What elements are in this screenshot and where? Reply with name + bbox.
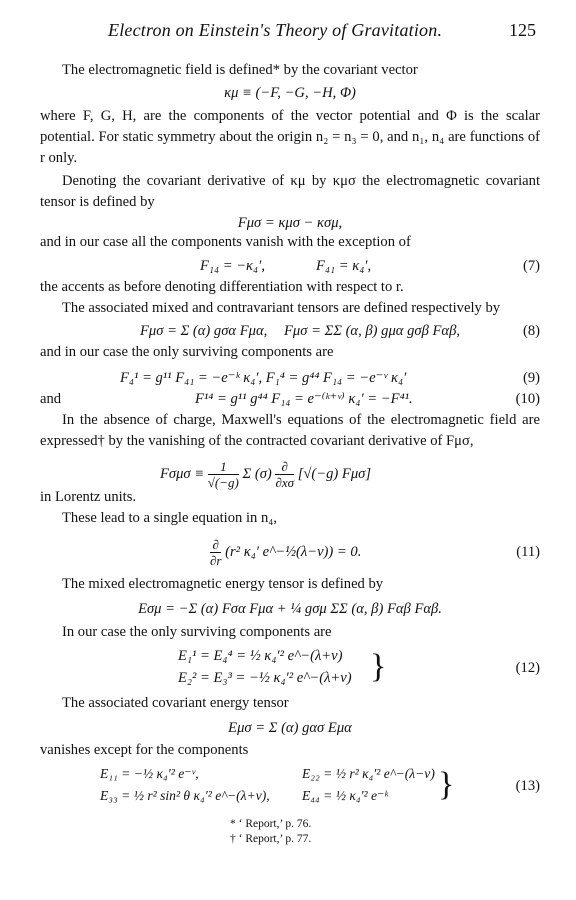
derivative-denominator: ∂xσ: [275, 475, 295, 491]
fraction-denominator: √(−g): [207, 475, 239, 491]
paragraph-potentials: where F, G, H, are the components of the vector potential and Φ is the scalar potential. For static symmetry about the origin n₂ = n₃ = 0, and n₁, n₄ are functions of r only.: [40, 108, 540, 166]
equation-9-text: F₄¹ = g¹¹ F₄₁ = −e⁻ᵏ κ₄′, F₁⁴ = g⁴⁴ F₁₄ = −e⁻ᵛ κ₄′: [120, 370, 407, 386]
equation-7: [40, 256, 540, 276]
equation-11-derivative: [210, 537, 221, 568]
equation-text: Eμσ = Σ (α) gασ Eμα: [228, 720, 352, 736]
equation-text: Fμσ = κμσ − κσμ,: [237, 215, 343, 231]
paragraph-surviving-components: and in our case the only surviving components are: [40, 344, 334, 360]
paragraph-covariant-derivative: Denoting the covariant derivative of κμ by κμσ the electromagnetic covariant tensor is defined by: [40, 173, 540, 210]
equation-13-a1: E₁₁ = −½ κ₄′² e⁻ᵛ,: [100, 766, 199, 781]
equation-covariant-energy: [40, 718, 540, 738]
equation-11-body: (r² κ₄′ e^−½(λ−ν)) = 0.: [225, 544, 362, 560]
paragraph-mixed-tensors: The associated mixed and contravariant tensors are defined respectively by: [62, 300, 501, 316]
equation-13-b1: E₃₃ = ½ r² sin² θ κ₄′² e^−(λ+ν),: [100, 788, 270, 803]
equation-number: (8): [522, 323, 540, 339]
equation-12-line-a: E₁¹ = E₄⁴ = ½ κ₄′² e^−(λ+ν): [178, 648, 343, 664]
footnote-report-77: † ‘ Report,’ p. 77.: [230, 833, 312, 845]
equation-7-part-a: F₁₄ = −κ₄′,: [200, 258, 265, 274]
maxwell-derivative: [275, 459, 294, 490]
right-brace: }: [370, 648, 387, 685]
equation-text: Eσμ = −Σ (α) Fσα Fμα + ¼ gσμ ΣΣ (α, β) Fαβ Fαβ.: [138, 601, 442, 617]
equation-13-b2: E₄₄ = ½ κ₄′² e⁻ᵏ: [302, 788, 389, 803]
equation-7-part-b: F₄₁ = κ₄′,: [316, 258, 372, 274]
equation-energy-tensor: [40, 599, 540, 619]
derivative-numerator: ∂: [275, 459, 294, 475]
equation-number: (13): [515, 778, 540, 794]
equation-10-text: F¹⁴ = g¹¹ g⁴⁴ F₁₄ = e⁻⁽ᵏ⁺ᵛ⁾ κ₄′ = −F⁴¹.: [195, 391, 413, 407]
paragraph-components-vanish: and in our case all the components vanish with the exception of: [40, 234, 411, 250]
equation-10: [40, 389, 540, 409]
maxwell-rhs: [√(−g) Fμσ]: [297, 466, 372, 482]
paragraph-energy-components: In our case the only surviving components are: [62, 624, 332, 640]
equation-covariant-vector: [40, 83, 540, 103]
equation-13: [40, 764, 540, 808]
equation-number: (9): [522, 370, 540, 386]
equation-11: [40, 534, 540, 570]
footnote-report-76: * ‘ Report,’ p. 76.: [230, 818, 312, 830]
paragraph-maxwell: In the absence of charge, Maxwell's equations of the electromagnetic field are expressed† by the vanishing of the contracted covariant derivative of Fμσ,: [40, 412, 540, 449]
paragraph-lorentz-units: in Lorentz units.: [40, 489, 137, 505]
paragraph-covariant-energy: The associated covariant energy tensor: [62, 695, 289, 711]
paragraph-single-equation: These lead to a single equation in n₄,: [62, 510, 278, 526]
equation-number: (10): [515, 391, 540, 407]
equation-9: [40, 368, 540, 388]
equation-8-part-a: Fμσ = Σ (α) gσα Fμα,: [140, 323, 268, 339]
running-title: Electron on Einstein's Theory of Gravitation.: [108, 20, 443, 40]
right-brace: }: [438, 766, 455, 803]
derivative-numerator: ∂: [210, 537, 221, 553]
equation-number: (7): [522, 258, 540, 274]
paragraph-energy-tensor: The mixed electromagnetic energy tensor is defined by: [62, 576, 384, 592]
equation-10-and: and: [40, 391, 62, 407]
paragraph-vanishes-except: vanishes except for the components: [40, 742, 249, 758]
paragraph-field-definition: The electromagnetic field is defined* by the covariant vector: [62, 62, 418, 78]
equation-number: (12): [515, 660, 540, 676]
fraction-numerator: 1: [208, 459, 239, 475]
equation-8: [40, 321, 540, 341]
maxwell-sum: Σ (σ): [242, 466, 272, 482]
equation-8-part-b: Fμσ = ΣΣ (α, β) gμα gσβ Fαβ,: [284, 323, 461, 339]
page-number: 125: [509, 20, 536, 40]
derivative-denominator: ∂r: [210, 553, 222, 569]
equation-12: [40, 646, 540, 690]
paragraph-accents: the accents as before denoting differentiation with respect to r.: [40, 279, 404, 295]
page-header: [40, 18, 536, 44]
equation-number: (11): [516, 544, 540, 560]
equation-13-a2: E₂₂ = ½ r² κ₄′² e^−(λ−ν): [302, 766, 435, 781]
maxwell-lhs: Fσμσ ≡: [160, 466, 205, 482]
equation-tensor-definition: [40, 213, 540, 233]
maxwell-fraction: [208, 459, 239, 490]
equation-12-line-b: E₂² = E₃³ = −½ κ₄′² e^−(λ+ν): [178, 670, 352, 686]
equation-text: κμ ≡ (−F, −G, −H, Φ): [224, 85, 356, 101]
